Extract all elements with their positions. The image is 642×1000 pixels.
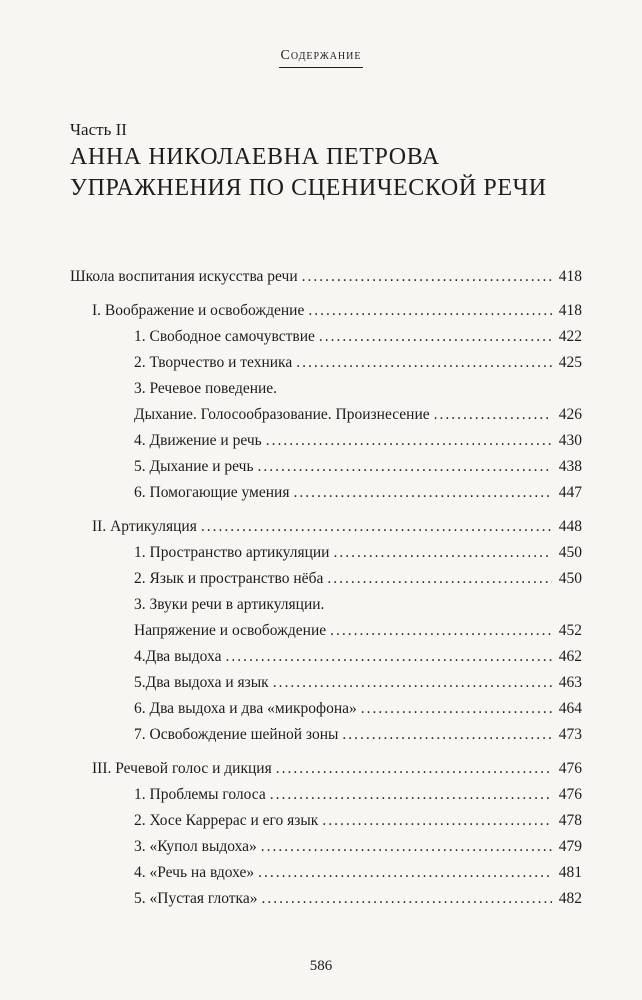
toc-entry-title: 4. «Речь на вдохе» [134,864,255,881]
dot-leader [322,808,552,834]
dot-leader [319,324,552,350]
toc-entry-title: 1. Свободное самочувствие [134,328,315,345]
toc-entry-title: 5.Два выдоха и язык [134,674,269,691]
toc-entry-page: 481 [558,864,582,881]
dot-leader [270,782,552,808]
toc-entry-title: 2. Творчество и техника [134,354,293,371]
toc-entry-page: 448 [558,518,582,535]
toc-entry[interactable] [70,722,582,748]
dot-leader [434,402,552,428]
dot-leader [276,756,552,782]
toc-entry-page: 450 [558,544,582,561]
toc-entry-page: 447 [558,484,582,501]
toc-entry-title-line1: 3. Речевое поведение. [134,380,278,397]
toc-entry-title: 4. Движение и речь [134,432,262,449]
toc-entry[interactable] [70,324,582,350]
toc-entry[interactable] [70,480,582,506]
toc-entry-page: 438 [558,458,582,475]
toc-section-2[interactable] [70,514,582,540]
toc-entry[interactable] [70,350,582,376]
toc-entry-page: 464 [558,700,582,717]
toc-entry-page: 462 [558,648,582,665]
toc-entry-page: 452 [558,622,582,639]
part-title [70,142,547,204]
toc-entry-title: I. Воображение и освобождение [92,302,305,319]
toc-entry[interactable] [70,808,582,834]
toc-entry[interactable] [70,834,582,860]
toc-entry-title: Школа воспитания искусства речи [70,268,298,285]
toc-entry[interactable] [70,782,582,808]
toc-entry-page: 476 [558,760,582,777]
toc-entry-school[interactable] [70,264,582,290]
running-head [0,48,642,68]
dot-leader [333,540,552,566]
toc-entry-page: 478 [558,812,582,829]
dot-leader [201,514,552,540]
toc-entry-page: 425 [558,354,582,371]
toc-entry-title: Напряжение и освобождение [134,622,327,639]
toc-entry-title: 1. Пространство артикуляции [134,544,330,561]
part-label: Часть II [70,120,127,139]
toc-entry-title: 2. Хосе Каррерас и его язык [134,812,319,829]
dot-leader [330,618,552,644]
toc-entry-title: 3. «Купол выдоха» [134,838,257,855]
toc-entry-page: 479 [558,838,582,855]
dot-leader [261,834,552,860]
dot-leader [302,264,552,290]
toc-entry[interactable] [70,454,582,480]
toc-entry-page: 418 [558,302,582,319]
toc-section-1[interactable] [70,298,582,324]
toc-entry-title: 1. Проблемы голоса [134,786,266,803]
running-head-text: Содержание [279,48,364,68]
dot-leader [258,860,552,886]
toc-entry-page: 482 [558,890,582,907]
toc-entry-title: 5. Дыхание и речь [134,458,254,475]
toc-entry-title: II. Артикуляция [92,518,197,535]
dot-leader [225,644,552,670]
toc-entry-title: 6. Помогающие умения [134,484,290,501]
toc-entry-title: III. Речевой голос и дикция [92,760,272,777]
dot-leader [258,454,552,480]
dot-leader [361,696,552,722]
toc-entry[interactable] [70,644,582,670]
toc-entry[interactable] [70,540,582,566]
toc-entry-page: 422 [558,328,582,345]
toc-entry-title: 5. «Пустая глотка» [134,890,258,907]
toc-entry-page: 476 [558,786,582,803]
toc-entry-page: 430 [558,432,582,449]
toc-entry-page: 463 [558,674,582,691]
dot-leader [308,298,552,324]
toc-entry-title: 7. Освобождение шейной зоны [134,726,339,743]
toc-entry[interactable] [70,566,582,592]
toc-entry[interactable] [70,886,582,912]
page-number: 586 [309,958,333,974]
toc-entry-title: 6. Два выдоха и два «микрофона» [134,700,357,717]
table-of-contents [70,264,582,912]
toc-entry-page: 418 [558,268,582,285]
toc-entry[interactable] [70,860,582,886]
toc-entry-page: 450 [558,570,582,587]
toc-entry[interactable] [70,428,582,454]
dot-leader [266,428,552,454]
toc-section-3[interactable] [70,756,582,782]
toc-entry-title: 4.Два выдоха [134,648,222,665]
toc-entry-title-line1: 3. Звуки речи в артикуляции. [134,596,325,613]
toc-entry[interactable] [70,696,582,722]
toc-entry[interactable] [70,618,582,644]
toc-entry-page: 473 [558,726,582,743]
toc-entry-title: 2. Язык и пространство нёба [134,570,324,587]
toc-entry-page: 426 [558,406,582,423]
dot-leader [273,670,552,696]
toc-entry[interactable] [70,402,582,428]
dot-leader [342,722,552,748]
dot-leader [261,886,552,912]
toc-entry-title: Дыхание. Голосообразование. Произнесение [134,406,430,423]
part-title-line2: УПРАЖНЕНИЯ ПО СЦЕНИЧЕСКОЙ РЕЧИ [70,175,547,201]
part-title-line1: АННА НИКОЛАЕВНА ПЕТРОВА [70,144,440,170]
dot-leader [296,350,552,376]
dot-leader [327,566,552,592]
toc-entry[interactable] [70,670,582,696]
dot-leader [293,480,552,506]
